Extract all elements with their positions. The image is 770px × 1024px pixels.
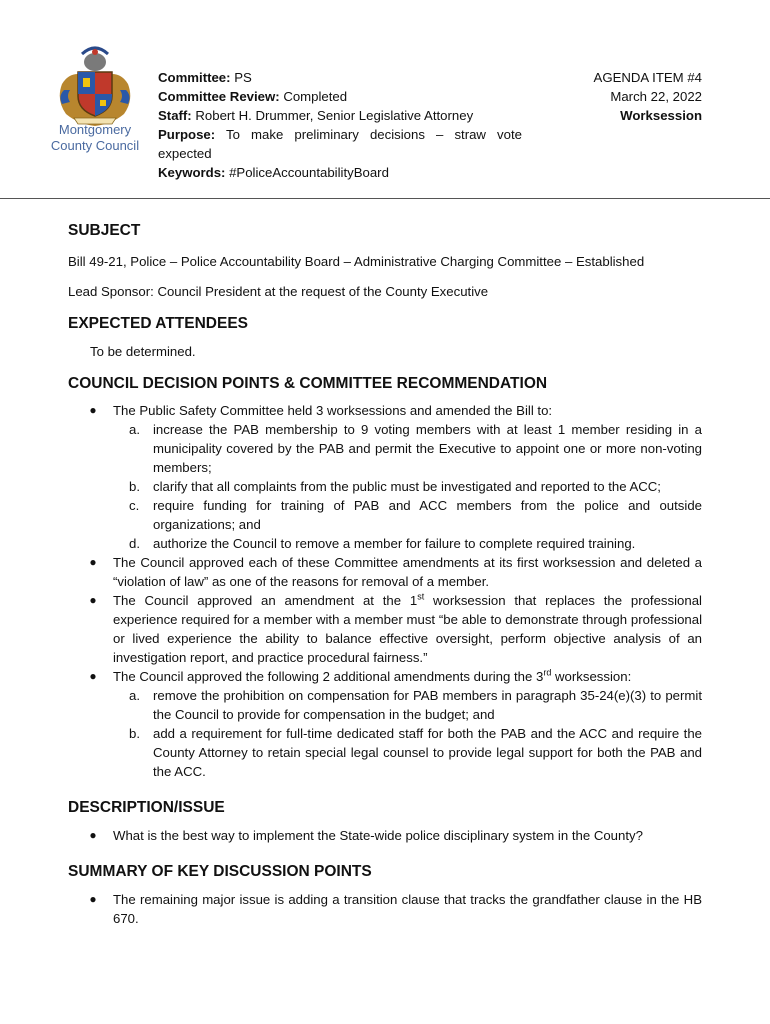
list-item-text: What is the best way to implement the State-wide police disciplinary system in the County? (113, 828, 643, 843)
list-item-text (113, 669, 631, 684)
sub-list-item (113, 477, 702, 496)
subject-bill: Bill 49-21, Police – Police Accountability Board – Administrative Charging Committee – Established (68, 254, 645, 269)
decision-points-heading: COUNCIL DECISION POINTS & COMMITTEE RECOMMENDATION (68, 375, 548, 392)
attendees-text: To be determined. (90, 344, 196, 359)
bullet-icon: ● (89, 669, 97, 683)
committee-row (158, 68, 522, 87)
description-heading: DESCRIPTION/ISSUE (68, 799, 225, 816)
sub-list-item (113, 686, 702, 724)
meeting-date: March 22, 2022 (610, 89, 702, 104)
list-item-text: The remaining major issue is adding a transition clause that tracks the grandfather clause in the HB 670. (113, 892, 702, 926)
committee-label: Committee: (158, 70, 231, 85)
sub-list (113, 686, 702, 781)
purpose-label: Purpose: (158, 127, 216, 142)
sub-list-text: require funding for training of PAB and ACC members from the police and outside organizations; and (153, 498, 702, 532)
sub-list-text: remove the prohibition on compensation for PAB members in paragraph 35-24(e)(3) to permit the Council to provide for compensation in the budget; and (153, 688, 702, 722)
list-item (68, 890, 702, 928)
list-item (68, 826, 702, 845)
staff-label: Staff: (158, 108, 192, 123)
committee-value: PS (234, 70, 252, 85)
sub-list (113, 420, 702, 553)
sub-list-letter: a. (129, 422, 140, 437)
list-item (68, 401, 702, 553)
list-item-text-end: worksession: (551, 669, 632, 684)
list-item-text: The Public Safety Committee held 3 worksessions and amended the Bill to: (113, 403, 553, 418)
session-type: Worksession (620, 108, 702, 123)
list-item-text: The Council approved each of these Committee amendments at its first worksession and deleted a “violation of law” as one of the reasons for removal of a member. (113, 555, 702, 589)
list-item-text-end: worksession that replaces the professional experience required for a member with a member must “be able to demonstrate through professional or lived experience the ability to balance effective oversight, perform objective analysis of an investigation report, and practice procedural fairness.” (113, 593, 702, 665)
ordinal-superscript: st (417, 591, 425, 602)
subject-heading: SUBJECT (68, 222, 141, 239)
description-list (68, 826, 702, 845)
county-seal-logo (52, 44, 138, 128)
list-item-text (113, 593, 702, 665)
review-row (158, 87, 522, 106)
decision-points-list (68, 401, 702, 781)
staff-row (158, 106, 522, 125)
agenda-info (502, 68, 702, 125)
summary-heading: SUMMARY OF KEY DISCUSSION POINTS (68, 863, 372, 880)
sub-list-letter: d. (129, 536, 140, 551)
header-divider (0, 198, 770, 199)
sub-list-item (113, 724, 702, 781)
agenda-item-number: AGENDA ITEM #4 (593, 70, 702, 85)
list-item-text-start: The Council approved the following 2 additional amendments during the 3 (113, 669, 544, 684)
sub-list-letter: a. (129, 688, 140, 703)
bullet-icon: ● (89, 555, 97, 569)
list-item (68, 667, 702, 781)
sub-list-letter: c. (129, 498, 140, 513)
meeting-metadata (158, 68, 522, 182)
sub-list-letter: b. (129, 726, 140, 741)
list-item (68, 553, 702, 591)
bullet-icon: ● (89, 828, 97, 842)
sub-list-text: clarify that all complaints from the public must be investigated and reported to the ACC; (153, 479, 661, 494)
sub-list-item (113, 534, 702, 553)
purpose-row (158, 125, 522, 163)
sub-list-letter: b. (129, 479, 140, 494)
bullet-icon: ● (89, 593, 97, 607)
bullet-icon: ● (89, 892, 97, 906)
summary-list (68, 890, 702, 928)
bullet-icon: ● (89, 403, 97, 417)
document-body (68, 214, 702, 928)
ordinal-superscript: rd (543, 667, 552, 678)
attendees-heading: EXPECTED ATTENDEES (68, 315, 248, 332)
list-item-text-start: The Council approved an amendment at the 1 (113, 593, 418, 608)
subject-sponsor: Lead Sponsor: Council President at the request of the County Executive (68, 284, 489, 299)
sub-list-item (113, 420, 702, 477)
keywords-label: Keywords: (158, 165, 226, 180)
sub-list-text: add a requirement for full-time dedicated staff for both the PAB and the ACC and require the County Attorney to retain special legal counsel to provide legal support for both the PAB and the ACC. (153, 726, 702, 779)
staff-value: Robert H. Drummer, Senior Legislative Attorney (195, 108, 474, 123)
list-item (68, 591, 702, 667)
sub-list-text: increase the PAB membership to 9 voting members with at least 1 member residing in a municipality covered by the PAB and permit the Executive to appoint one or more non-voting members; (153, 422, 702, 475)
organization-name-line1: Montgomery (58, 122, 132, 137)
organization-name (40, 122, 150, 154)
organization-name-line2: County Council (50, 138, 140, 153)
sub-list-text: authorize the Council to remove a member for failure to complete required training. (153, 536, 636, 551)
review-value: Completed (283, 89, 348, 104)
purpose-value: To make preliminary decisions – straw vote expected (158, 127, 522, 161)
review-label: Committee Review: (158, 89, 280, 104)
keywords-value: #PoliceAccountabilityBoard (229, 165, 389, 180)
keywords-row (158, 163, 522, 182)
sub-list-item (113, 496, 702, 534)
